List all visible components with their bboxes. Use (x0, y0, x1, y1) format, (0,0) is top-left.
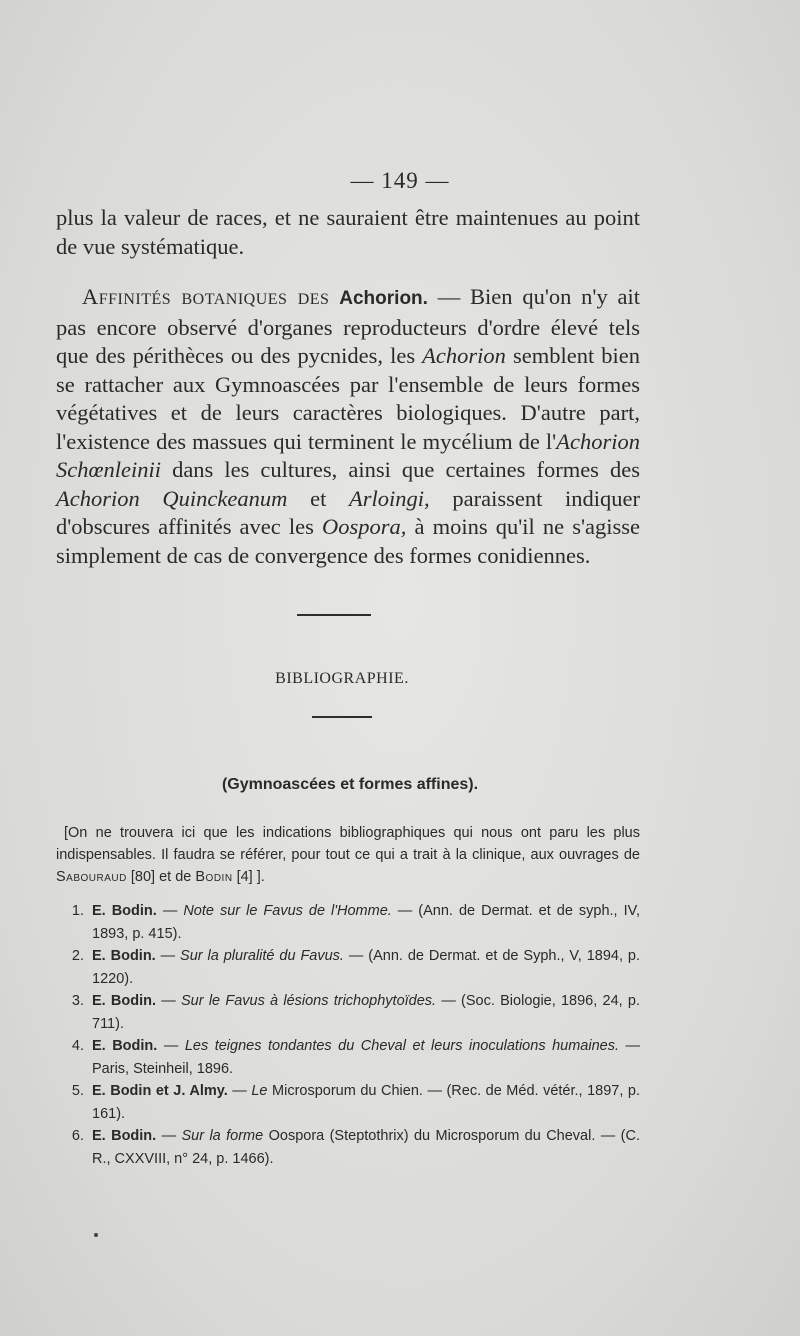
reference-number: 3. (71, 993, 84, 1009)
italic-term: Achorion (422, 343, 506, 368)
reference-item (56, 1035, 640, 1080)
reference-author: E. Bodin. (92, 1128, 157, 1144)
text-run: — (227, 1083, 252, 1099)
paragraph-affinites (56, 283, 640, 570)
reference-title: Note sur le Favus de l'Homme. (183, 903, 392, 919)
italic-term: Achorion Quinckeanum (56, 485, 288, 511)
text-run: — (156, 903, 184, 919)
reference-author: E. Bodin et J. Almy. (92, 1083, 228, 1099)
reference-item (56, 900, 640, 945)
author-name: Sabouraud (56, 869, 127, 885)
text-run: [80] et de (126, 869, 196, 885)
text-run: — (155, 948, 181, 964)
reference-item (56, 1080, 640, 1125)
reference-number: 2. (71, 948, 84, 964)
page-number: — 149 — (350, 168, 450, 193)
reference-list (56, 900, 640, 1170)
section-heading-genus: Achorion. (339, 288, 428, 309)
reference-author: E. Bodin. (92, 993, 157, 1009)
text-run: semblent bien se rattacher aux Gymnoascées par l'ensemble de leurs formes végétatives et de leurs caractères biologiques. D'autre part, l'existence des massues qui terminent le mycélium de l' (56, 343, 640, 454)
text-run: à moins qu'il ne s'agisse simplement de cas de convergence des formes conidiennes. (56, 514, 640, 568)
divider-rule (312, 716, 372, 718)
ink-speck (94, 1233, 98, 1237)
reference-author: E. Bodin. (92, 948, 156, 964)
text-run: — (156, 1128, 182, 1144)
bibliography-subheading: (Gymnoascées et formes affines). (221, 776, 479, 793)
text-run: — Bien qu'on n'y ait pas encore observé d'organes reproducteurs d'ordre élevé tels que des périthèces ou des pycnides, les (56, 284, 641, 368)
reference-source: Microsporum du Chien. — (Rec. de Méd. vétér., 1897, p. 161). (92, 1083, 641, 1122)
reference-title: Le (251, 1083, 268, 1099)
text-run: dans les cultures, ainsi que certaines formes des (161, 457, 640, 482)
reference-source: — (Ann. de Dermat. et de syph., IV, 1893, p. 415). (92, 903, 640, 942)
text-run: et (287, 485, 350, 511)
reference-author: E. Bodin. (92, 1038, 158, 1054)
text-run: — (157, 1038, 185, 1054)
reference-number: 5. (71, 1083, 84, 1099)
italic-term: Arloingi, (349, 485, 430, 511)
text-run: — (156, 993, 182, 1009)
reference-source: — Paris, Steinheil, 1896. (92, 1038, 640, 1077)
paragraph-continuation: plus la valeur de races, et ne sauraient être maintenues au point de vue systématique. (56, 205, 640, 259)
italic-term: Achorion Schœnleinii (56, 428, 640, 482)
reference-number: 4. (71, 1038, 84, 1054)
reference-source: Oospora (Steptothrix) du Microsporum du Cheval. — (C. R., CXXVIII, n° 24, p. 1466). (92, 1128, 640, 1167)
reference-source: — (Ann. de Dermat. et de Syph., V, 1894, p. 1220). (92, 948, 640, 987)
text-run: [On ne trouvera ici que les indications bibliographiques qui nous ont paru les plus indispensables. Il faudra se référer, pour tout ce qui a trait à la clinique, aux ouvrages de (56, 825, 640, 863)
section-heading: Affinités botaniques des (82, 284, 330, 309)
reference-title: Sur la pluralité du Favus. (180, 948, 344, 964)
reference-title: Sur le Favus à lésions trichophytoïdes. (181, 993, 437, 1009)
reference-item (56, 945, 640, 990)
divider-rule (297, 614, 371, 616)
reference-source: — (Soc. Biologie, 1896, 24, p. 711). (92, 993, 640, 1032)
text-run: paraissent indiquer d'obscures affinités avec les (56, 485, 640, 539)
bibliography-intro (56, 822, 640, 888)
text-run: [4] ]. (232, 869, 265, 885)
reference-item (56, 990, 640, 1035)
italic-term: Oospora, (321, 514, 407, 539)
reference-author: E. Bodin. (92, 903, 157, 919)
reference-number: 1. (71, 903, 84, 919)
author-name: Bodin (195, 869, 233, 885)
reference-title: Sur la forme (181, 1128, 264, 1144)
reference-item (56, 1125, 640, 1170)
reference-number: 6. (71, 1128, 84, 1144)
bibliography-title: BIBLIOGRAPHIE. (275, 670, 409, 687)
reference-title: Les teignes tondantes du Cheval et leurs inoculations humaines. (184, 1038, 619, 1054)
